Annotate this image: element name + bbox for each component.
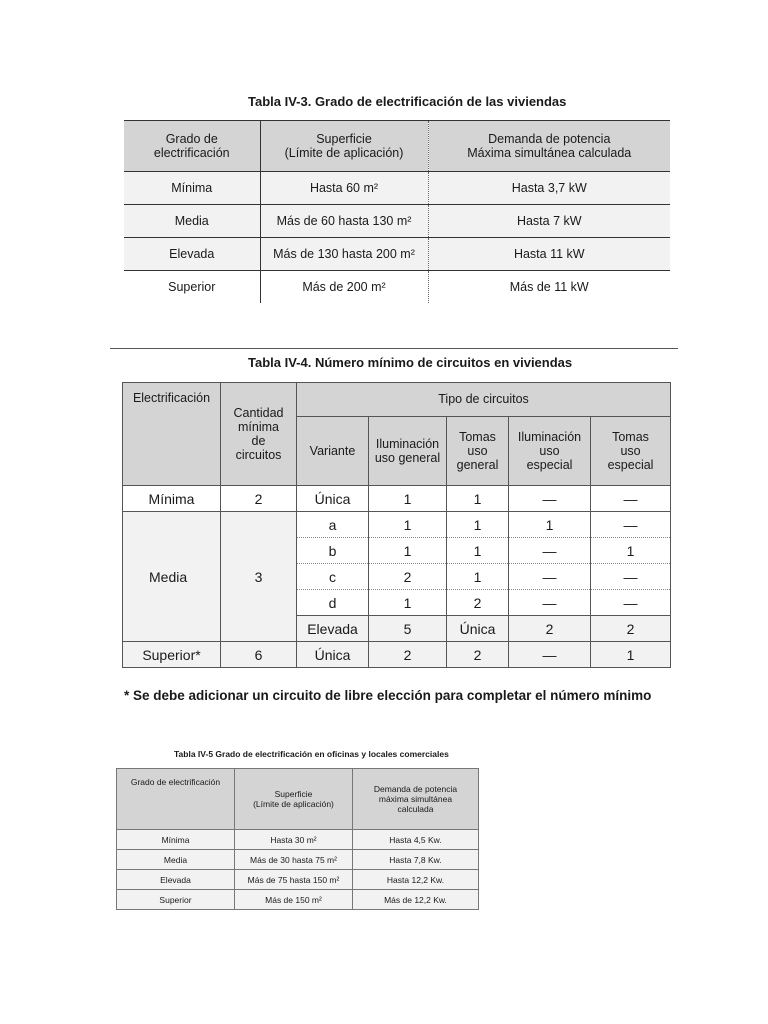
table4-cell: — [591,564,671,590]
table4-cell: Única [297,486,369,512]
table4-cell: — [509,538,591,564]
table4-cell: 2 [447,642,509,668]
table4-cell: Única [297,642,369,668]
table4-footnote: * Se debe adicionar un circuito de libre elección para completar el número mínimo [124,688,652,703]
table4-group-name: Media [123,512,221,642]
table3-cell: Más de 60 hasta 130 m² [260,205,428,238]
table4-header-electrificacion: Electrificación [123,383,221,486]
table3-cell: Hasta 7 kW [428,205,670,238]
table3-cell: Más de 200 m² [260,271,428,304]
table4-group-name: Superior* [123,642,221,668]
table4-cell: 1 [369,538,447,564]
table5-cell: Media [117,850,235,870]
table-row [123,512,671,538]
table5-cell: Elevada [117,870,235,890]
table3-cell: Media [124,205,260,238]
table3-cell: Hasta 11 kW [428,238,670,271]
table-row [117,850,479,870]
table4-header-row [123,383,671,417]
table3-cell: Superior [124,271,260,304]
table5-header-grado: Grado de electrificación [117,769,235,830]
table4-cell: 1 [447,512,509,538]
table-row [124,205,670,238]
table5-cell: Más de 12,2 Kw. [353,890,479,910]
table-row [124,271,670,304]
table5-header-demanda: Demanda de potencia máxima simultánea calculada [353,769,479,830]
table4-cell: 2 [509,616,591,642]
table4-cell: — [509,564,591,590]
table4-cell: a [297,512,369,538]
table5-cell: Hasta 30 m² [235,830,353,850]
table5-cell: Hasta 7,8 Kw. [353,850,479,870]
table4-cell: b [297,538,369,564]
table4-subheader-ilum-especial: Iluminación uso especial [509,416,591,485]
table-row [124,172,670,205]
table-row [123,642,671,668]
table4-subheader-tomas-general: Tomas uso general [447,416,509,485]
table3-caption: Tabla IV-3. Grado de electrificación de las viviendas [248,94,567,109]
table3-header-row [124,121,670,172]
table-row [117,830,479,850]
table4-cell: — [509,486,591,512]
table3-header-grado: Grado de electrificación [124,121,260,172]
table4-cell: 1 [591,642,671,668]
table4-subheader-ilum-general: Iluminación uso general [369,416,447,485]
table5-header-superficie: Superficie (Límite de aplicación) [235,769,353,830]
table3-cell: Más de 130 hasta 200 m² [260,238,428,271]
table4-cell: 2 [591,616,671,642]
table5-cell: Mínima [117,830,235,850]
table4-cell: — [591,590,671,616]
table4 [122,382,671,668]
table3-cell: Elevada [124,238,260,271]
table5-cell: Hasta 12,2 Kw. [353,870,479,890]
table4-group-count: 3 [221,512,297,642]
table5-header-row [117,769,479,830]
table4-cell: 1 [447,538,509,564]
table3-cell: Más de 11 kW [509,280,589,294]
table4-cell: — [509,642,591,668]
table4-cell: — [591,486,671,512]
table4-header-cantidad: Cantidad mínima de circuitos [221,383,297,486]
table4-cell: 1 [591,538,671,564]
table4-cell: 2 [369,642,447,668]
table3-cell: Hasta 60 m² [260,172,428,205]
table4-cell: c [297,564,369,590]
table5-cell: Superior [117,890,235,910]
table4-group-count: 2 [221,486,297,512]
table4-caption: Tabla IV-4. Número mínimo de circuitos en viviendas [248,355,573,370]
table-row [124,238,670,271]
table4-group-count: 5 [369,616,447,642]
table3-header-demanda: Demanda de potencia Máxima simultánea calculada [428,121,670,172]
table4-cell: d [297,590,369,616]
table-row [117,870,479,890]
table5-cell: Más de 30 hasta 75 m² [235,850,353,870]
table4-cell: 1 [369,512,447,538]
table4-cell: 2 [447,590,509,616]
table-row [123,486,671,512]
table5-cell: Más de 150 m² [235,890,353,910]
table3-cell: Hasta 3,7 kW [428,172,670,205]
table4-header-tipo: Tipo de circuitos [297,383,671,417]
table5-cell: Hasta 4,5 Kw. [353,830,479,850]
table4-cell: 2 [369,564,447,590]
table4-subheader-variante: Variante [297,416,369,485]
table4-cell: Única [447,616,509,642]
table-row [117,890,479,910]
table4-cell: — [509,590,591,616]
table4-cell: 1 [447,564,509,590]
table4-group-count: 6 [221,642,297,668]
section-divider [110,348,678,349]
table3-cell: Mínima [124,172,260,205]
table4-group-name: Mínima [123,486,221,512]
table5-caption: Tabla IV-5 Grado de electrificación en oficinas y locales comerciales [174,749,449,759]
table5 [116,768,479,910]
table4-cell: 1 [369,486,447,512]
table4-cell: 1 [447,486,509,512]
table4-cell: 1 [369,590,447,616]
table3 [124,120,670,303]
table4-cell: 1 [509,512,591,538]
table5-cell: Más de 75 hasta 150 m² [235,870,353,890]
table4-group-name: Elevada [297,616,369,642]
table3-header-superficie: Superficie (Límite de aplicación) [260,121,428,172]
table4-subheader-tomas-especial: Tomas uso especial [591,416,671,485]
table4-cell: — [591,512,671,538]
